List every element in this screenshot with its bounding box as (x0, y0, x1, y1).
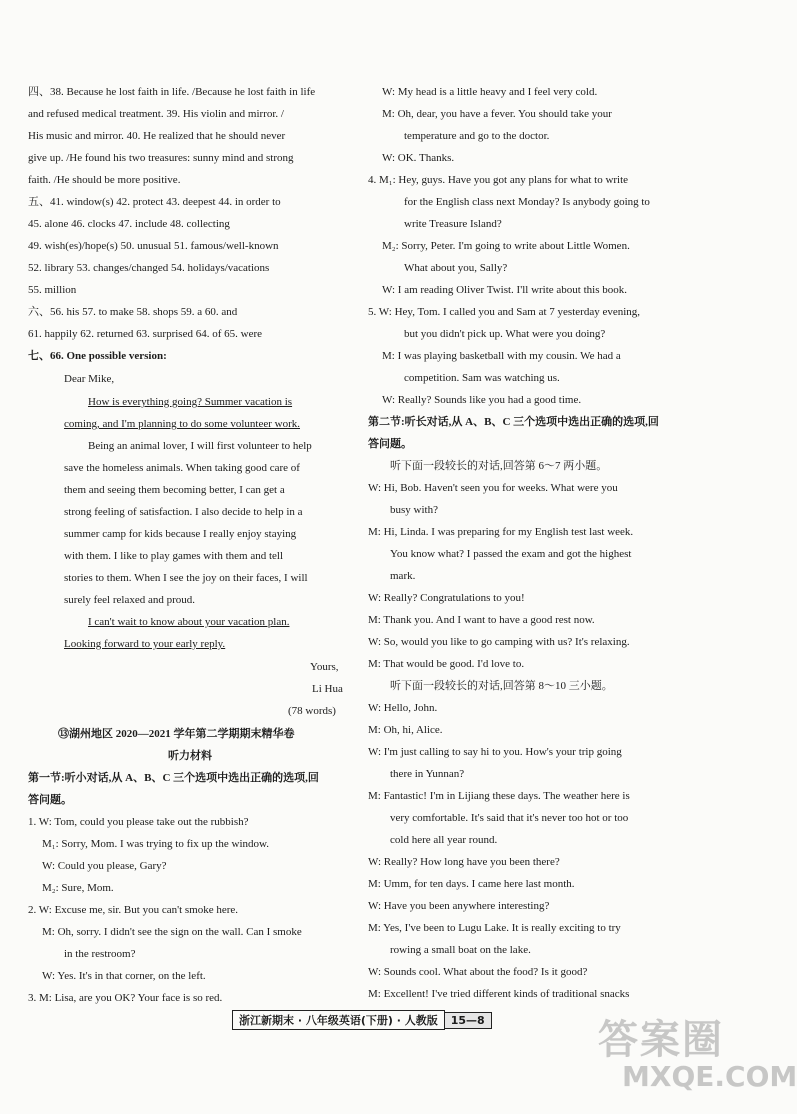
text-line: W: So, would you like to go camping with us? It's relaxing. (368, 636, 630, 648)
text-line: strong feeling of satisfaction. I also decide to help in a (64, 506, 303, 518)
text-line: temperature and go to the doctor. (404, 130, 550, 142)
text-line: (78 words) (288, 705, 336, 717)
text-line: 52. library 53. changes/changed 54. holidays/vacations (28, 262, 270, 274)
text-line: M: Yes, I've been to Lugu Lake. It is really exciting to try (368, 922, 621, 934)
text-line: 七、66. One possible version: (28, 350, 167, 362)
text-line: rowing a small boat on the lake. (390, 944, 531, 956)
text-line: busy with? (390, 504, 438, 516)
text-line: M: I was playing basketball with my cousin. We had a (382, 350, 621, 362)
text-line: 1. W: Tom, could you please take out the rubbish? (28, 816, 249, 828)
text-line: M₂: Sure, Mom. (42, 882, 114, 894)
text-line: W: Really? Congratulations to you! (368, 592, 525, 604)
text-line: Li Hua (312, 683, 343, 695)
text-line: W: Yes. It's in that corner, on the left. (42, 970, 206, 982)
text-line: 第一节:听小对话,从 A、B、C 三个选项中选出正确的选项,回 (28, 772, 319, 784)
text-line: for the English class next Monday? Is anybody going to (404, 196, 650, 208)
text-line: 55. million (28, 284, 77, 296)
text-line: M: Thank you. And I want to have a good rest now. (368, 614, 595, 626)
page-number: 15—8 (445, 1012, 492, 1029)
text-line: M: Fantastic! I'm in Lijiang these days. The weather here is (368, 790, 630, 802)
text-line: faith. /He should be more positive. (28, 174, 181, 186)
watermark-logo (560, 1000, 797, 1110)
text-line: 61. happily 62. returned 63. surprised 64. of 65. were (28, 328, 263, 340)
text-line: with them. I like to play games with them and tell (64, 550, 284, 562)
watermark-line2: MXQE.COM (622, 1060, 797, 1093)
text-line: W: Really? Sounds like you had a good time. (382, 394, 582, 406)
text-line: M₂: Sorry, Peter. I'm going to write about Little Women. (382, 240, 630, 252)
text-line: You know what? I passed the exam and got the highest (390, 548, 632, 560)
text-line: 六、56. his 57. to make 58. shops 59. a 60. and (28, 306, 238, 318)
text-line: His music and mirror. 40. He realized that he should never (28, 130, 286, 142)
text-line: 3. M: Lisa, are you OK? Your face is so red. (28, 992, 223, 1004)
text-line: M: That would be good. I'd love to. (368, 658, 525, 670)
text-line: M: Oh, sorry. I didn't see the sign on the wall. Can I smoke (42, 926, 302, 938)
text-line: M₁: Sorry, Mom. I was trying to fix up the window. (42, 838, 269, 850)
text-line: Dear Mike, (64, 373, 115, 385)
text-line: W: Have you been anywhere interesting? (368, 900, 550, 912)
text-line: 2. W: Excuse me, sir. But you can't smoke here. (28, 904, 239, 916)
text-line: W: Hi, Bob. Haven't seen you for weeks. What were you (368, 482, 618, 494)
footer-title: 浙江新期末 · 八年级英语(下册) · 人教版 (232, 1010, 445, 1030)
text-line: Yours, (310, 661, 339, 673)
text-line: M: Umm, for ten days. I came here last month. (368, 878, 575, 890)
text-line: coming, and I'm planning to do some volunteer work. (64, 418, 300, 430)
text-line: 听力材料 (168, 750, 212, 762)
text-line: but you didn't pick up. What were you doing? (404, 328, 606, 340)
text-line: give up. /He found his two treasures: sunny mind and strong (28, 152, 294, 164)
text-line: M: Oh, hi, Alice. (368, 724, 443, 736)
text-line: 答问题。 (368, 438, 412, 450)
text-line: 5. W: Hey, Tom. I called you and Sam at 7 yesterday evening, (368, 306, 641, 318)
text-line: in the restroom? (64, 948, 136, 960)
text-line: save the homeless animals. When taking good care of (64, 462, 300, 474)
page-footer (232, 1010, 492, 1030)
text-line: W: OK. Thanks. (382, 152, 455, 164)
text-line: W: Could you please, Gary? (42, 860, 167, 872)
text-line: I can't wait to know about your vacation plan. (88, 616, 290, 628)
watermark-line1: 答案圈 (598, 1017, 724, 1063)
text-line: M: Excellent! I've tried different kinds of traditional snacks (368, 988, 630, 1000)
text-line: them and seeing them becoming better, I can get a (64, 484, 285, 496)
text-line: 四、38. Because he lost faith in life. /Because he lost faith in life (28, 86, 316, 98)
text-line: summer camp for kids because I really enjoy staying (64, 528, 297, 540)
text-line: M: Hi, Linda. I was preparing for my English test last week. (368, 526, 634, 538)
text-line: M: Oh, dear, you have a fever. You should take your (382, 108, 612, 120)
text-line: 听下面一段较长的对话,回答第 8～10 三小题。 (390, 680, 613, 692)
text-line: write Treasure Island? (404, 218, 502, 230)
text-line: 第二节:听长对话,从 A、B、C 三个选项中选出正确的选项,回 (368, 416, 659, 428)
text-line: How is everything going? Summer vacation is (88, 396, 293, 408)
text-line: Being an animal lover, I will first volunteer to help (88, 440, 312, 452)
text-line: mark. (390, 570, 416, 582)
text-line: Looking forward to your early reply. (64, 638, 226, 650)
text-line: W: I'm just calling to say hi to you. How's your trip going (368, 746, 622, 758)
text-line: 4. M₁: Hey, guys. Have you got any plans for what to write (368, 174, 629, 186)
text-line: and refused medical treatment. 39. His violin and mirror. / (28, 108, 284, 120)
text-line: cold here all year round. (390, 834, 498, 846)
text-line: 听下面一段较长的对话,回答第 6～7 两小题。 (390, 460, 608, 472)
text-line: stories to them. When I see the joy on their faces, I will (64, 572, 308, 584)
text-line: W: Sounds cool. What about the food? Is it good? (368, 966, 588, 978)
text-line: surely feel relaxed and proud. (64, 594, 196, 606)
text-line: 45. alone 46. clocks 47. include 48. collecting (28, 218, 230, 230)
text-line: 49. wish(es)/hope(s) 50. unusual 51. famous/well-known (28, 240, 279, 252)
text-line: 答问题。 (28, 794, 72, 806)
text-line: W: My head is a little heavy and I feel very cold. (382, 86, 598, 98)
text-line: 五、41. window(s) 42. protect 43. deepest 44. in order to (28, 196, 281, 208)
text-line: ⑬湖州地区 2020—2021 学年第二学期期末精华卷 (58, 728, 295, 740)
text-line: W: I am reading Oliver Twist. I'll write about this book. (382, 284, 627, 296)
text-line: there in Yunnan? (390, 768, 465, 780)
text-line: very comfortable. It's said that it's never too hot or too (390, 812, 629, 824)
text-line: What about you, Sally? (404, 262, 508, 274)
text-line: competition. Sam was watching us. (404, 372, 560, 384)
text-line: W: Hello, John. (368, 702, 438, 714)
text-line: W: Really? How long have you been there? (368, 856, 560, 868)
